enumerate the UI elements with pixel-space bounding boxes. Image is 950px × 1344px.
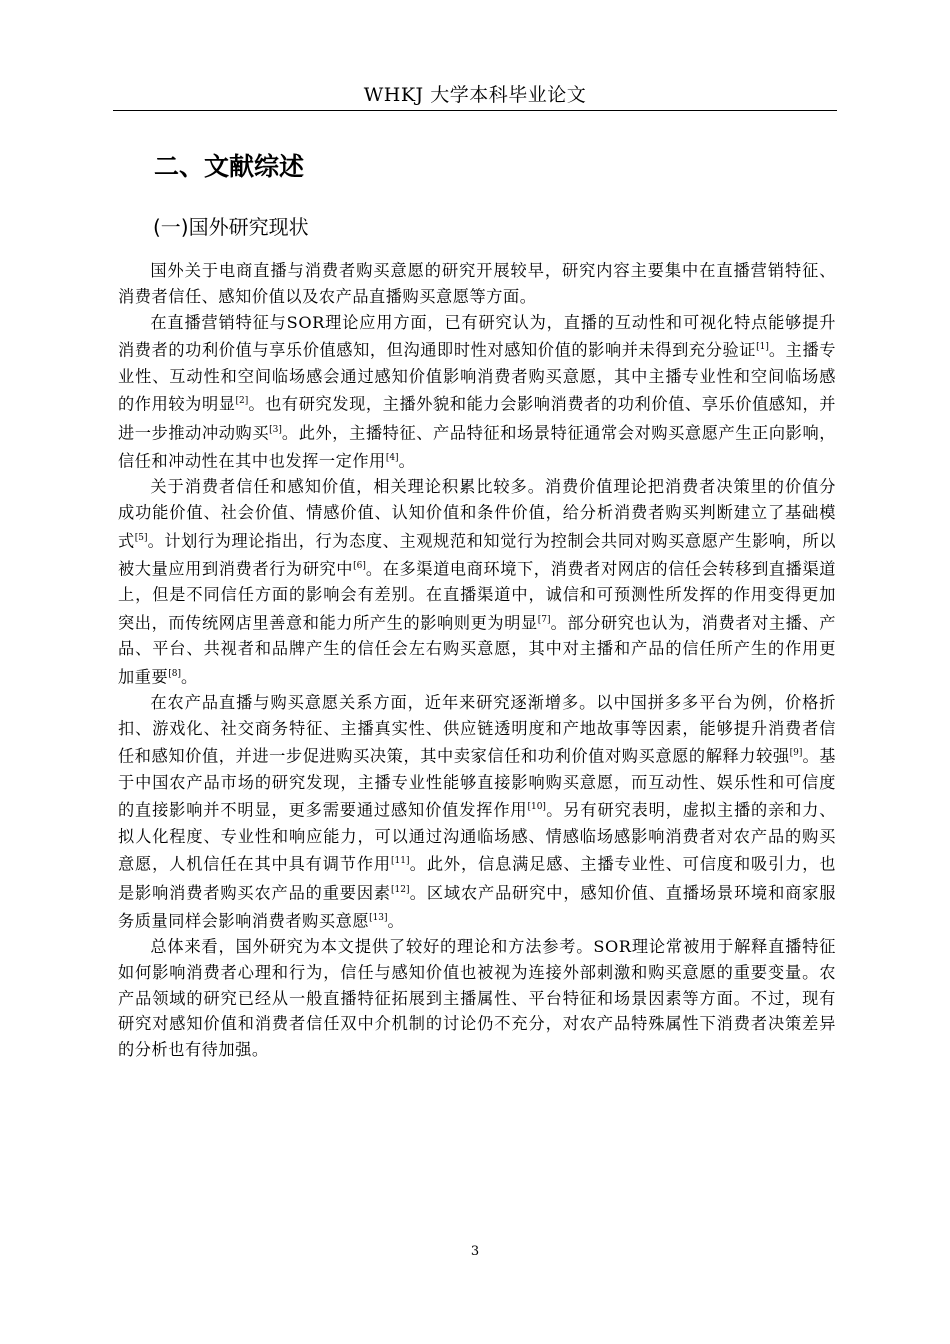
- citation-marker: [8]: [168, 668, 181, 679]
- header-divider: [113, 110, 837, 111]
- paragraph: 在直播营销特征与SOR理论应用方面，已有研究认为，直播的互动性和可视化特点能够提升消费者的功利价值与享乐价值感知，但沟通即时性对感知价值的影响并未得到充分验证[1]。主播专业性、互动性和空间临场感会通过感知价值影响消费者购买意愿，其中主播专业性和空间临场感的作用较为明显[2]。也有研究发现，主播外貌和能力会影响消费者的功利价值、享乐价值感知，并进一步推动冲动购买[3]。此外，主播特征、产品特征和场景特征通常会对购买意愿产生正向影响，信任和冲动性在其中也发挥一定作用[4]。: [118, 312, 836, 471]
- running-header: WHKJ 大学本科毕业论文: [363, 84, 587, 106]
- citation-marker: [9]: [789, 748, 803, 759]
- body-text: [118, 258, 836, 1063]
- citation-marker: [4]: [385, 452, 399, 463]
- citation-marker: [12]: [390, 884, 410, 895]
- citation-marker: [7]: [537, 614, 551, 625]
- paragraph: 关于消费者信任和感知价值，相关理论积累比较多。消费价值理论把消费者决策里的价值分成功能价值、社会价值、情感价值、认知价值和条件价值，给分析消费者购买判断建立了基础模式[5]。计划行为理论指出，行为态度、主观规范和知觉行为控制会共同对购买意愿产生影响，所以被大量应用到消费者行为研究中[6]。在多渠道电商环境下，消费者对网店的信任会转移到直播渠道上，但是不同信任方面的影响会有差别。在直播渠道中，诚信和可预测性所发挥的作用变得更加突出，而传统网店里善意和能力所产生的影响则更为明显[7]。部分研究也认为，消费者对主播、产品、平台、共视者和品牌产生的信任会左右购买意愿，其中对主播和产品的信任所产生的作用更加重要[8]。: [118, 476, 837, 687]
- paragraph: 总体来看，国外研究为本文提供了较好的理论和方法参考。SOR理论常被用于解释直播特征如何影响消费者心理和行为，信任与感知价值也被视为连接外部刺激和购买意愿的重要变量。农产品领域的研究已经从一般直播特征拓展到主播属性、平台特征和场景因素等方面。不过，现有研究对感知价值和消费者信任双中介机制的讨论仍不充分，对农产品特殊属性下消费者决策差异的分析也有待加强。: [118, 937, 836, 1060]
- section-title: (一)国外研究现状: [153, 215, 309, 239]
- citation-marker: [10]: [527, 802, 546, 813]
- chapter-title: 二、文献综述: [154, 152, 305, 181]
- paragraph: 在农产品直播与购买意愿关系方面，近年来研究逐渐增多。以中国拼多多平台为例，价格折扣、游戏化、社交商务特征、主播真实性、供应链透明度和产地故事等因素，能够提升消费者信任和感知价值，并进一步促进购买决策，其中卖家信任和功利价值对购买意愿的解释力较强[9]。基于中国农产品市场的研究发现，主播专业性能够直接影响购买意愿，而互动性、娱乐性和可信度的直接影响并不明显，更多需要通过感知价值发挥作用[10]。另有研究表明，虚拟主播的亲和力、拟人化程度、专业性和响应能力，可以通过沟通临场感、情感临场感影响消费者对农产品的购买意愿，人机信任在其中具有调节作用[11]。此外，信息满足感、主播专业性、可信度和吸引力，也是影响消费者购买农产品的重要因素[12]。区域农产品研究中，感知价值、直播场景环境和商家服务质量同样会影响消费者购买意愿[13]。: [118, 692, 836, 931]
- citation-marker: [3]: [269, 424, 282, 435]
- citation-marker: [2]: [235, 396, 249, 407]
- citation-marker: [5]: [134, 532, 148, 543]
- page-number: 3: [470, 1244, 480, 1259]
- citation-marker: [11]: [390, 856, 410, 867]
- paragraph: 国外关于电商直播与消费者购买意愿的研究开展较早，研究内容主要集中在直播营销特征、消费者信任、感知价值以及农产品直播购买意愿等方面。: [118, 261, 836, 306]
- citation-marker: [13]: [369, 912, 388, 923]
- citation-marker: [1]: [756, 342, 769, 353]
- citation-marker: [6]: [353, 560, 366, 571]
